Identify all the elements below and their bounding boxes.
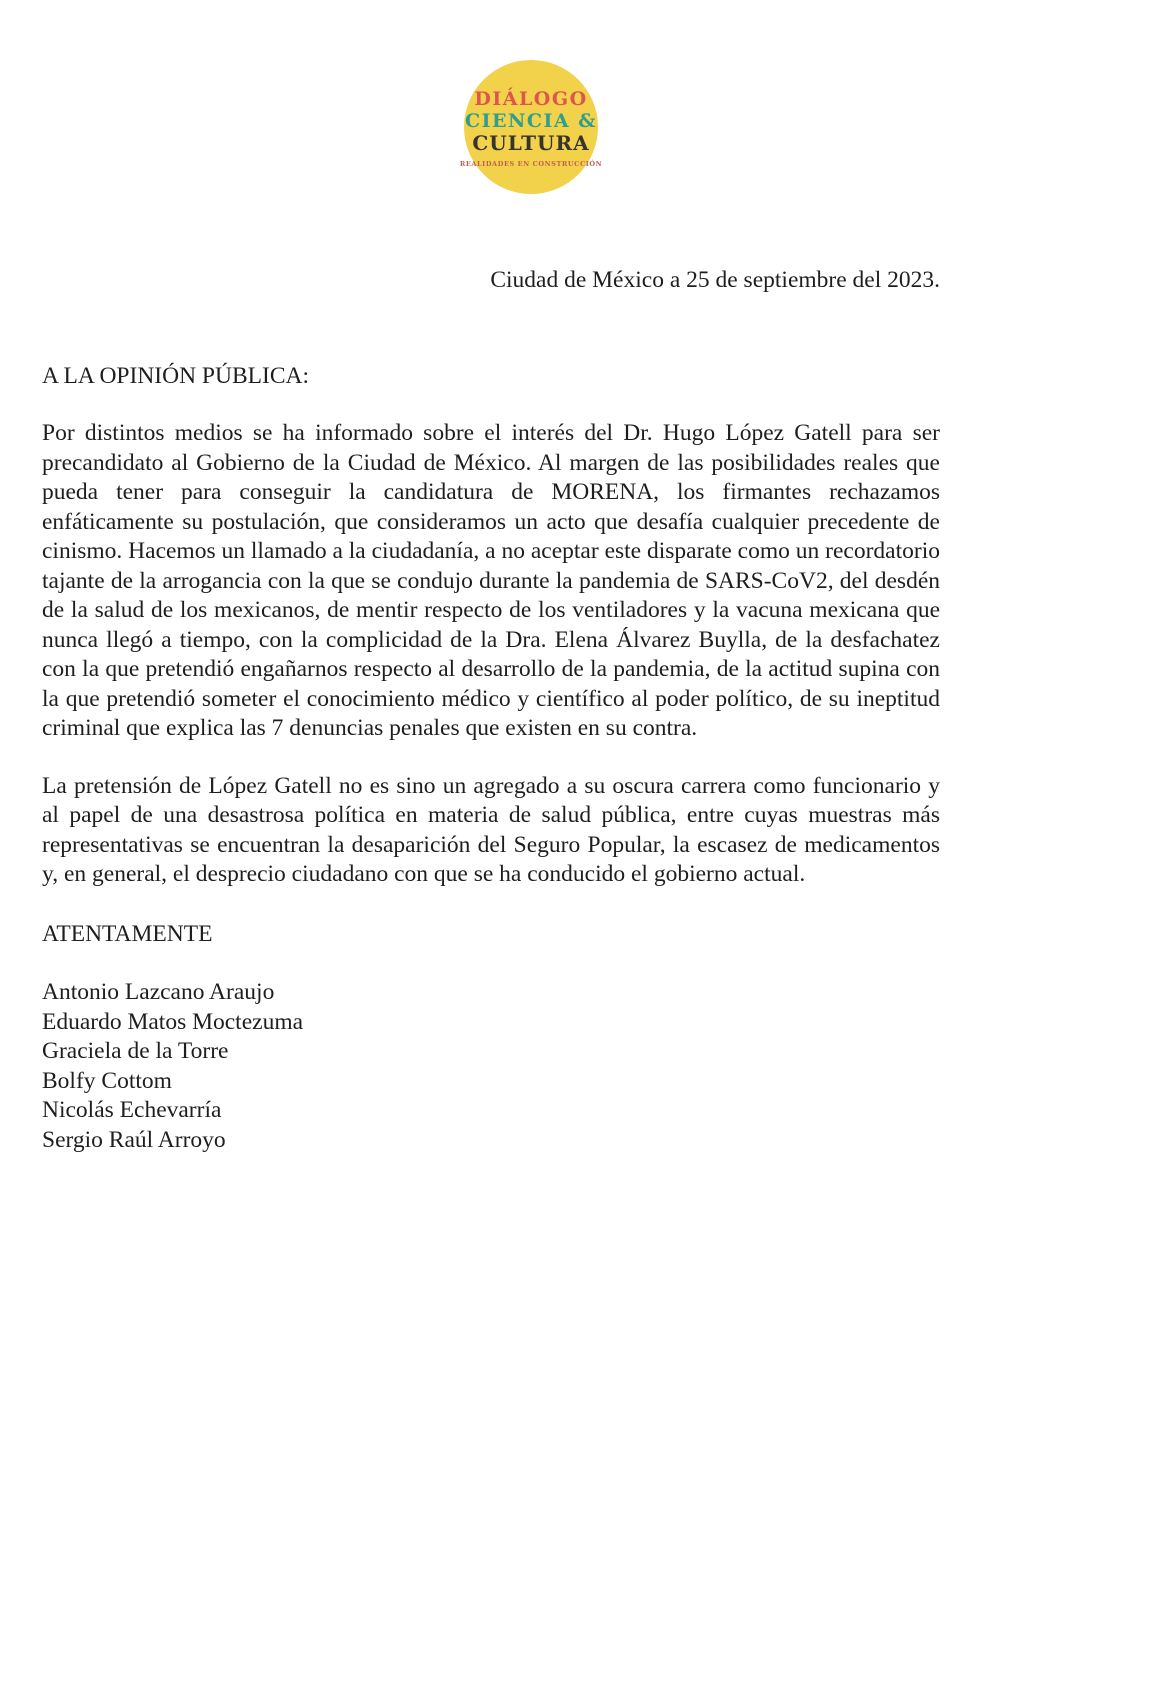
paragraph-2: La pretensión de López Gatell no es sino un agregado a su oscura carrera como funcionario y al papel de una desastrosa política en materia de salud pública, entre cuyas muestras más representativas se encuentran la desaparición del Seguro Popular, la escasez de medicamentos y, en general, el desprecio ciudadano con que se ha conducido el gobierno actual. <box>42 772 940 887</box>
signatory-antonio-lazcano: Antonio Lazcano Araujo <box>42 979 275 1005</box>
closing-atentamente: ATENTAMENTE <box>42 920 213 947</box>
logo-title-ciencia: CIENCIA & <box>465 110 597 132</box>
logo-title-dialogo: DIÁLOGO <box>474 88 588 110</box>
salutation: A LA OPINIÓN PÚBLICA: <box>42 362 310 389</box>
paragraph-1: Por distintos medios se ha informado sobre el interés del Dr. Hugo López Gatell para ser precandidato al Gobierno de la Ciudad de México. Al margen de las posibilidades reales que pueda tener para conseguir la candidatura de MORENA, los firmantes rechazamos enfáticamente su postulación, que consideramos un acto que desafía cualquier precedente de cinismo. Hacemos un llamado a la ciudadanía, a no aceptar este disparate como un recordatorio tajante de la arrogancia con la que se condujo durante la pandemia de SARS-CoV2, del desdén de la salud de los mexicanos, de mentir respecto de los ventiladores y la vacuna mexicana que nunca llegó a tiempo, con la complicidad de la Dra. Elena Álvarez Buylla, de la desfachatez con la que pretendió engañarnos respecto al desarrollo de la pandemia, de la actitud supina con la que pretendió someter el conocimiento médico y científico al poder político, de su ineptitud criminal que explica las 7 denuncias penales que existen en su contra. <box>42 420 940 741</box>
signatory-eduardo-matos: Eduardo Matos Moctezuma <box>42 1008 304 1035</box>
logo-tagline: REALIDADES EN CONSTRUCCIÓN <box>459 160 603 168</box>
dateline: Ciudad de México a 25 de septiembre del 2023. <box>490 267 940 293</box>
logo-title-cultura: CULTURA <box>472 131 590 155</box>
signatory-bolfy-cottom: Bolfy Cottom <box>42 1067 172 1094</box>
signatory-sergio-raul-arroyo: Sergio Raúl Arroyo <box>42 1126 226 1153</box>
signatory-nicolas-echevarria: Nicolás Echevarría <box>42 1097 222 1123</box>
letter-content <box>42 0 940 1155</box>
signatories-list <box>42 978 940 1155</box>
signatory-graciela-de-la-torre: Graciela de la Torre <box>42 1038 229 1064</box>
